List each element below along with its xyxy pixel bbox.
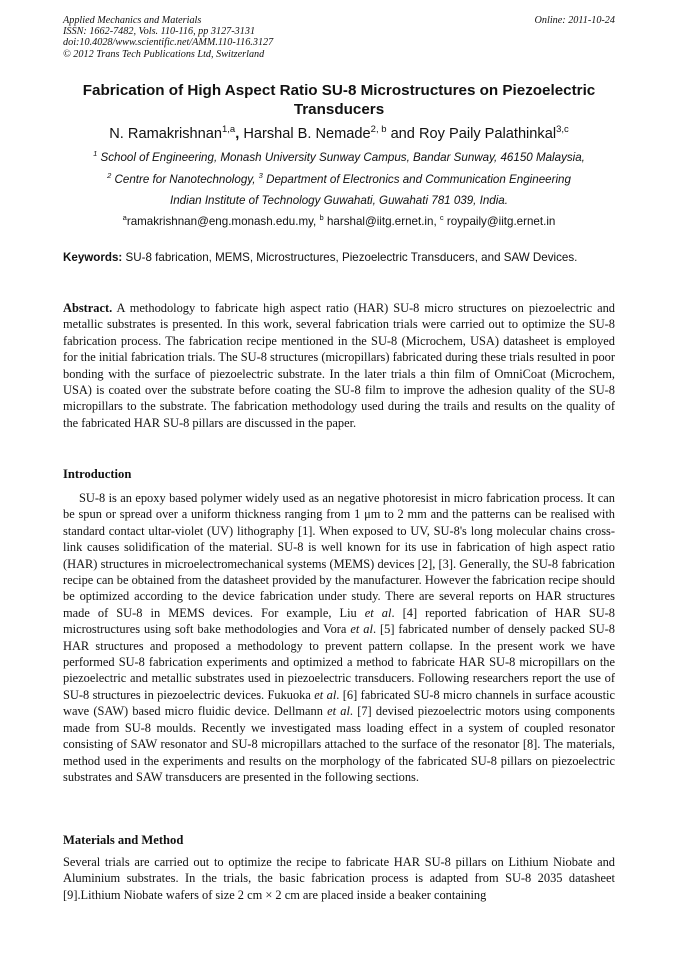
affiliation-1	[63, 151, 615, 165]
author-1: N. Ramakrishnan	[109, 126, 223, 142]
intro-etal-1: et al	[364, 605, 392, 620]
doi-line: doi:10.4028/www.scientific.net/AMM.110-116.3127	[63, 37, 274, 49]
title-line-2: Transducers	[293, 100, 385, 118]
title-line-1: Fabrication of High Aspect Ratio SU-8 Microstructures on Piezoelectric	[82, 82, 596, 99]
keywords-block	[63, 250, 615, 266]
intro-text-1: SU-8 is an epoxy based polymer widely used as an negative photoresist in micro fabrication process. It can be spun or spread over a uniform thickness ranging from 1 μm to 2 mm and the patterns can be realised with standard contact ultar-violet (UV) lithography [1]. When exposed to UV, SU-8's long molecular chains cross-link causes solidification of the material. SU-8 is well known for its use in fabrication of high aspect ratio (HAR) structures in microelectromechanical systems (MEMS) devices [2], [3]. Generally, the SU-8 fabrication recipe can be obtained from the datasheet provided by the manufacturer. However the fabrication recipe should be optimized according to the device fabrication under study. There are several reports on HAR structures made of SU-8 in MEMS devices. For example, Liu	[63, 491, 615, 620]
author-3-sup: 3,c	[556, 124, 569, 136]
intro-text-3: . [5] fabricated number of densely packed SU-8 HAR structures and proposed a methodology to prevent pattern collapse. In the present work we have performed SU-8 fabrication experiments and optimized a method to fabricate HAR SU-8 micropillars on the piezoelectric and metallic substrates used in piezoelectric transducers. Following researchers report the use of SU-8 structures in piezoelectric devices. Fukuoka	[63, 622, 615, 702]
copyright-line: © 2012 Trans Tech Publications Ltd, Switzerland	[63, 48, 265, 60]
materials-paragraph: Several trials are carried out to optimize the recipe to fabricate HAR SU-8 pillars on Lithium Niobate and Aluminium substrates. In the trials, the basic fabrication process is adapted from SU-8 2035 datasheet [9].Lithium Niobate wafers of size 2 cm × 2 cm are placed inside a beaker containing	[63, 855, 615, 902]
email-line	[63, 215, 615, 229]
author-and: and	[390, 126, 415, 142]
intro-text-4: . [6] fabricated SU-8 micro channels in surface acoustic wave (SAW) based micro fluidic device. Dellmann	[63, 687, 615, 719]
author-3: Roy Paily Palathinkal	[418, 126, 557, 142]
email-a-sup: a	[122, 213, 127, 223]
author-1-sup: 1,a	[222, 124, 236, 136]
author-2-sup: 2, b	[370, 124, 387, 136]
aff2-text: Centre for Nanotechnology,	[114, 173, 256, 186]
intro-text-2: . [4] reported fabrication of HAR SU-8 microstructures using soft bake methodologies and Vora	[63, 605, 615, 637]
issn-line: ISSN: 1662-7482, Vols. 110-116, pp 3127-3131	[63, 26, 256, 38]
affiliation-2	[63, 173, 615, 187]
affiliation-3	[63, 194, 615, 208]
email-b-sup: b	[319, 213, 324, 223]
keywords-label: Keywords:	[63, 251, 123, 264]
aff4-text: Indian Institute of Technology Guwahati, Guwahati 781 039, India.	[170, 194, 508, 207]
aff3-sup: 3	[258, 171, 263, 181]
intro-etal-3: et al	[314, 687, 337, 702]
keywords-text: SU-8 fabrication, MEMS, Microstructures, Piezoelectric Transducers, and SAW Devices.	[125, 251, 578, 264]
introduction-heading: Introduction	[63, 467, 132, 481]
author-list: N. Ramakrishnan$^{1,a}$, Harshal B. Nemade$^{2, b}$ and Roy Paily Palathinkal$^{3,c}$	[109, 124, 569, 142]
abstract-paragraph	[63, 300, 615, 431]
author-2: Harshal B. Nemade	[243, 126, 371, 142]
online-date: Online: 2011-10-24	[534, 15, 615, 26]
email-1[interactable]: ramakrishnan@eng.monash.edu.my,	[126, 215, 317, 228]
paper-title	[63, 82, 615, 119]
aff1-text: School of Engineering, Monash University Sunway Campus, Bandar Sunway, 46150 Malaysia,	[100, 151, 585, 164]
journal-name: Applied Mechanics and Materials	[63, 15, 202, 26]
journal-header	[63, 15, 615, 60]
email-3[interactable]: roypaily@iitg.ernet.in	[446, 215, 556, 228]
email-c-sup: c	[439, 213, 444, 223]
aff1-sup: 1	[93, 149, 98, 159]
aff3-text: Department of Electronics and Communication Engineering	[266, 173, 571, 186]
aff2-sup: 2	[107, 171, 112, 181]
introduction-paragraph	[63, 490, 615, 785]
intro-etal-2: et al	[350, 622, 373, 637]
intro-text-5: . [7] devised piezoelectric motors using components made from SU-8 moulds. Recently we investigated mass loading effect in a system of coupled resonator consisting of SAW resonator and SU-8 micropillars attached to the surface of the resonator [8]. The materials, method used in the experiments and results on the morphology of the fabricated SU-8 pillars on piezoelectric substrates and SAW transducers are presented in the following sections.	[63, 704, 615, 784]
intro-etal-4: et al	[327, 704, 350, 719]
abstract-text: A methodology to fabricate high aspect ratio (HAR) SU-8 micro structures on piezoelectric and metallic substrates is presented. In this work, several fabrication trials were carried out to optimize the SU-8 fabrication process. The fabrication recipe mentioned in the SU-8 (Microchem, USA) datasheet is employed for the initial fabrication trials. The SU-8 structures (micropillars) fabricated during these trials resulted in poor bonding with the surface of piezoelectric substrate. In the later trials a thin film of OmniCoat (Microchem, USA) is coated over the substrate before coating the SU-8 film to improve the adhesion quality of the SU-8 micropillars to the substrate. The fabrication methodology used during the trails and results on the quality of the fabricated HAR SU-8 pillars are discussed in the paper.	[63, 301, 615, 430]
email-2[interactable]: harshal@iitg.ernet.in,	[326, 215, 437, 228]
abstract-label: Abstract.	[63, 301, 113, 315]
materials-heading: Materials and Method	[63, 833, 184, 847]
